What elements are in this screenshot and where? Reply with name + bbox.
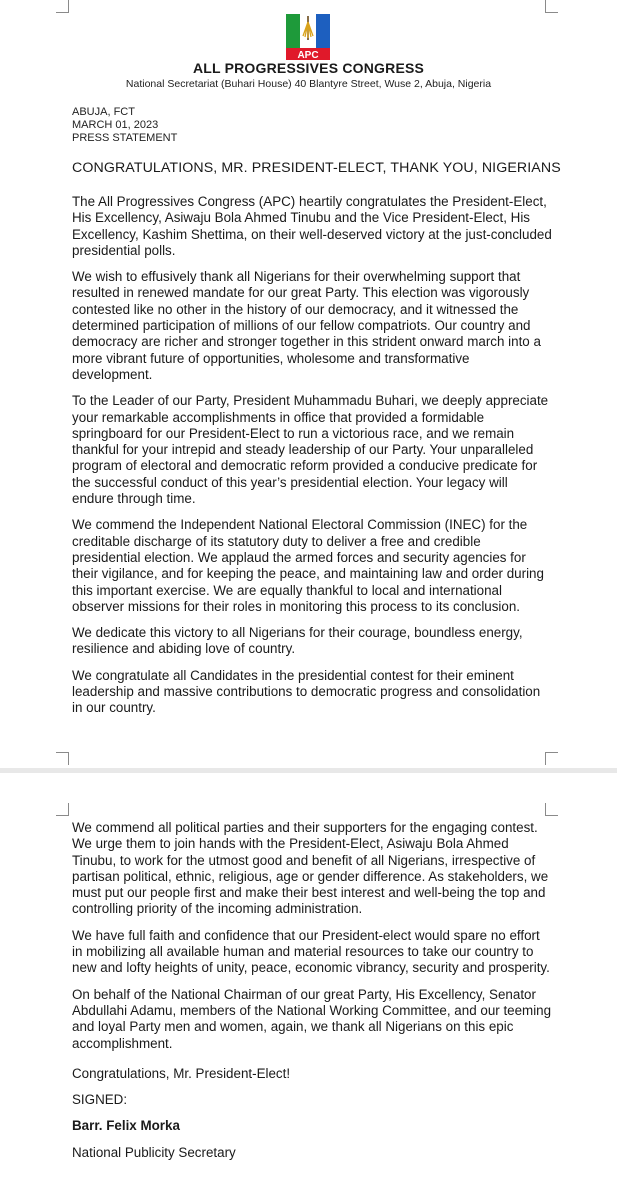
closing-line: Congratulations, Mr. President-Elect! xyxy=(72,1065,291,1081)
meta-location: ABUJA, FCT xyxy=(72,106,135,118)
paragraph: We commend all political parties and their supporters for the engaging contest. We urge them to join hands with the President-Elect, Asiwaju Bola Ahmed Tinubu, to work for the utmost good and benefit of all Nigerians, irrespective of partisan political, ethnic, religious, age or gender difference. As stakeholders, we must put our people first and make their best interest and well-being the top and controlling priority of the incoming administration. xyxy=(72,820,549,917)
organization-name: ALL PROGRESSIVES CONGRESS xyxy=(192,60,425,76)
paragraph: We have full faith and confidence that our President-elect would spare no effort in mobilizing all available human and material resources to take our country to new and lofty heights of unity, peace, economic vibrancy, security and prosperity. xyxy=(72,927,550,976)
logo-blue-stripe xyxy=(316,14,330,48)
statement-meta xyxy=(72,106,177,145)
signer-name: Barr. Felix Morka xyxy=(72,1118,180,1134)
apc-logo xyxy=(282,12,334,62)
paragraph: To the Leader of our Party, President Muhammadu Buhari, we deeply appreciate your remarkable accomplishments in office that provided a formidable springboard for our President-Elect to run a victorious race, and we remain thankful for your intrepid and steady leadership of our Party. Your unparalleled program of electoral and democratic reform provided a conducive predicate for the successful conduct of this year’s presidential election. Your legacy will endure through time. xyxy=(72,393,549,507)
signed-label: SIGNED: xyxy=(72,1092,128,1108)
paragraph: We dedicate this victory to all Nigerians for their courage, boundless energy, resilience and abiding love of country. xyxy=(72,625,523,657)
statement-body-page-2 xyxy=(72,820,552,1171)
statement-body-page-1 xyxy=(72,194,552,727)
logo-green-stripe xyxy=(286,14,300,48)
meta-type: PRESS STATEMENT xyxy=(72,132,178,144)
paragraph: We commend the Independent National Electoral Commission (INEC) for the creditable discharge of its statutory duty to deliver a free and credible presidential election. We applaud the armed forces and security agencies for their vigilance, and for keeping the peace, and maintaining law and order during this important exercise. We are equally thankful to local and international observer missions for their roles in monitoring this process to its conclusion. xyxy=(72,517,544,614)
paragraph: We wish to effusively thank all Nigerians for their overwhelming support that resulted in renewed mandate for our great Party. This election was vigorously contested like no other in the history of our democracy, and it witnessed the determined participation of millions of our fellow compatriots. Our country and democracy are richer and stronger together in this strident onward march into a more vibrant future of opportunities, wholesome and transformative development. xyxy=(72,269,541,382)
page-corner-mark xyxy=(545,752,558,765)
paragraph: The All Progressives Congress (APC) heartily congratulates the President-Elect, His Excellency, Asiwaju Bola Ahmed Tinubu and the Vice President-Elect, His Excellency, Kashim Shettima, on their well-deserved victory at the just-concluded presidential polls. xyxy=(72,194,552,258)
page-corner-mark xyxy=(545,0,558,13)
meta-date: MARCH 01, 2023 xyxy=(72,119,159,131)
page-corner-mark xyxy=(56,0,69,13)
organization-address: National Secretariat (Buhari House) 40 Blantyre Street, Wuse 2, Abuja, Nigeria xyxy=(125,78,492,90)
statement-headline: CONGRATULATIONS, MR. PRESIDENT-ELECT, THANK YOU, NIGERIANS xyxy=(72,160,561,176)
logo-text: APC xyxy=(297,50,319,61)
page-corner-mark xyxy=(56,803,69,816)
signer-title: National Publicity Secretary xyxy=(72,1144,236,1160)
paragraph: On behalf of the National Chairman of our great Party, His Excellency, Senator Abdullahi Adamu, members of the National Working Committee, and our teeming and loyal Party men and women, again, we thank all Nigerians on this epic accomplishment. xyxy=(72,986,552,1051)
paragraph: We congratulate all Candidates in the presidential contest for their eminent leadership and massive contributions to democratic progress and consolidation in our country. xyxy=(72,667,541,716)
page-corner-mark xyxy=(56,752,69,765)
page-corner-mark xyxy=(545,803,558,816)
